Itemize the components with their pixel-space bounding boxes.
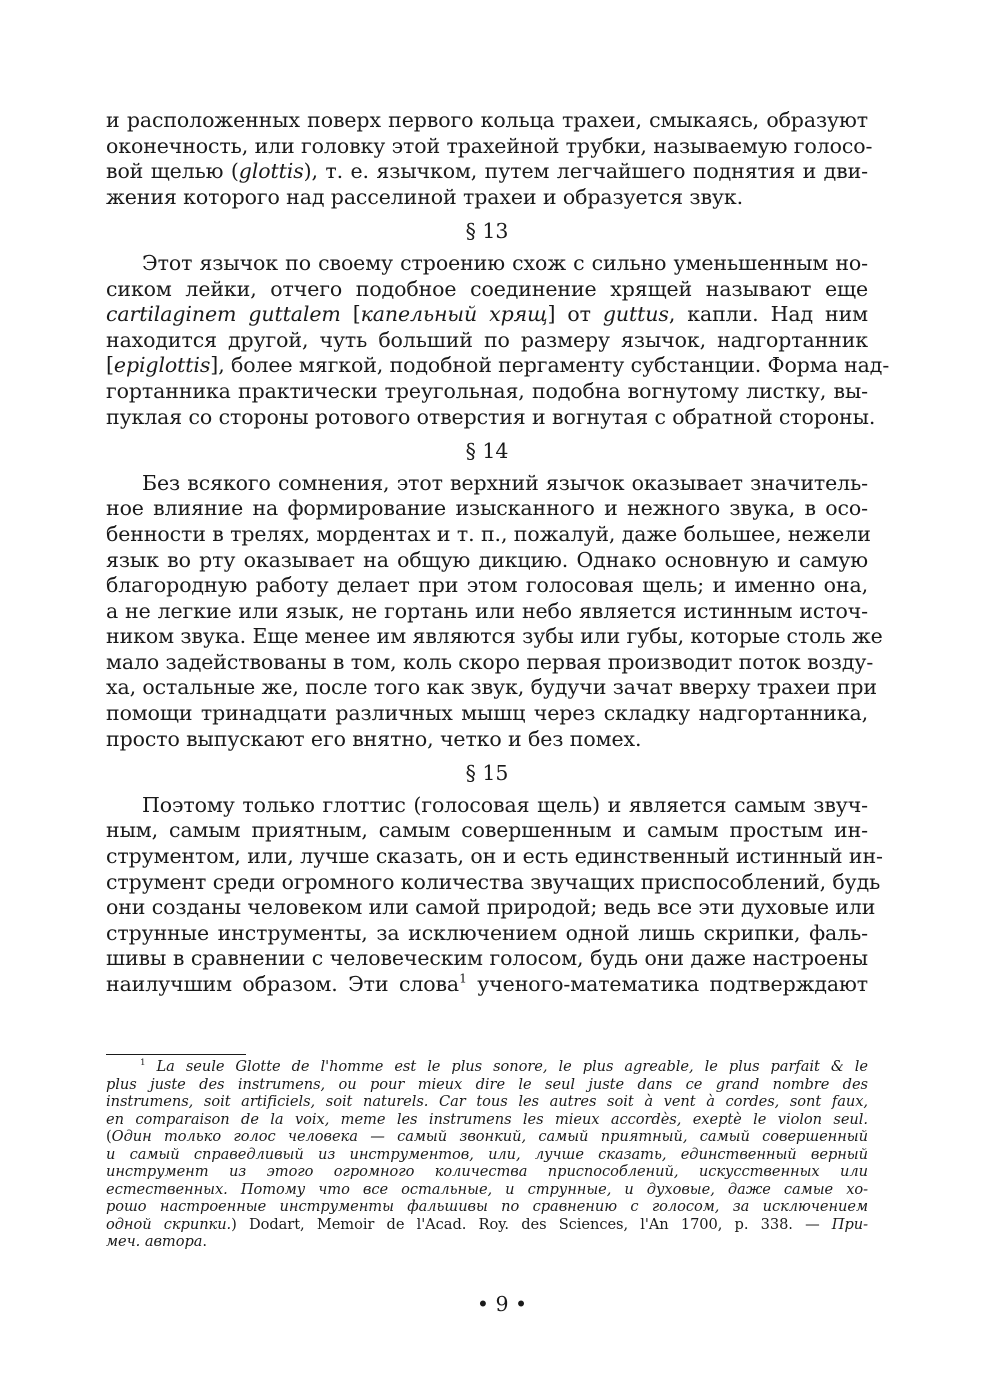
text-line: наилучшим образом. Эти слова$^1$ ученого-математика подтверждают [106,971,868,996]
text-line: благородную работу делает при этом голосовая щель; и именно она, [106,573,868,598]
page-number: • 9 • [476,1292,528,1316]
footnote-line: en comparaison de la voix, meme les instrumens les mieux accordès, exeptè le violon seul. [106,1110,868,1128]
page-body [106,108,890,998]
text-line: бенности в трелях, мордентах и т. п., пожалуй, даже большее, нежели [106,521,871,546]
section-heading-15: § 15 [465,761,509,786]
text-line: они созданы человеком или самой природой; ведь все эти духовые или [106,895,876,920]
text-line: Поэтому только глоттис (голосовая щель) и является самым звуч- [142,792,868,817]
text-line: cartilaginem guttalem [капельный хрящ] от guttus, капли. Над ним [106,302,868,327]
footnote-line: plus juste des instrumens, ou pour mieux dire le seul juste dans ce grand nombre des [106,1075,868,1093]
text-line: струментом, или, лучше сказать, он и есть единственный истинный ин- [106,844,883,869]
text-line: находится другой, чуть больший по размеру язычок, надгортанник [106,327,868,352]
text-line: язык во рту оказывает на общую дикцию. Однако основную и самую [106,547,868,572]
text-line: пуклая со стороны ротового отверстия и вогнутая с обратной стороны. [106,404,876,429]
footnote-line: рошо настроенные инструменты фальшивы по сравнению с голосом, за исключением [106,1198,868,1215]
latin-term: guttus [602,302,669,327]
text-line: жения которого над расселиной трахеи и образуется звук. [106,184,744,209]
text-line: ха, остальные же, после того как звук, будучи зачат вверху трахеи при [106,675,877,700]
section-13-paragraph [106,250,890,430]
text-line: струнные инструменты, за исключением одной лишь скрипки, фаль- [106,920,868,945]
text-line: просто выпускают его внятно, четко и без помех. [106,726,642,751]
text-line: помощи тринадцати различных мышц через складку надгортанника, [106,701,868,726]
section-heading-14: § 14 [465,439,509,464]
footnote-line: инструмент из этого огромного количества приспособлений, искусственных или [106,1163,868,1180]
text-line: оконечность, или головку этой трахейной трубки, называемую голосо- [106,133,873,158]
footnote-line: и самый справедливый из инструментов, или, лучше сказать, единственный верный [106,1145,868,1163]
section-heading-13: § 13 [465,219,509,244]
latin-term: glottis [238,159,304,184]
latin-term: epiglottis [113,353,211,378]
footnote [106,1058,868,1251]
text-line: шивы в сравнении с человеческим голосом, будь они даже настроены [106,946,868,971]
footnote-marker: 1 [140,1057,146,1068]
text-line: Без всякого сомнения, этот верхний язычок оказывает значитель- [142,470,868,495]
footnote-reference[interactable]: 1 [459,971,467,986]
footnote-divider [106,1054,246,1055]
translation-term: капельный хрящ [360,302,548,327]
intro-paragraph [106,108,873,210]
text-line: струмент среди огромного количества звучащих приспособлений, будь [106,869,881,894]
text-line: ное влияние на формирование изысканного и нежного звука, в осо- [106,496,868,521]
text-line: ником звука. Еще менее им являются зубы или губы, которые столь же [106,624,883,649]
footnote-line: $^1$ La seule Glotte de l'homme est le plus sonore, le plus agreable, le plus parfait & le [140,1057,868,1075]
text-line: гортанника практически треугольная, подобна вогнутому листку, вы- [106,378,868,403]
text-line: ным, самым приятным, самым совершенным и самым простым ин- [106,818,868,843]
latin-term: cartilaginem guttalem [106,302,341,327]
text-line: [epiglottis], более мягкой, подобной пергаменту субстанции. Форма над- [106,353,890,378]
footnote-line: (Один только голос человека — самый звонкий, самый приятный, самый совершенный [106,1128,868,1145]
footnote-line: одной скрипки.) Dodart, Memoir de l'Acad. Roy. des Sciences, l'An 1700, p. 338. — При- [106,1215,868,1233]
text-line: Этот язычок по своему строению схож с сильно уменьшенным но- [142,250,868,275]
footnote-line: естественных. Потому что все остальные, и струнные, и духовые, даже самые хо- [106,1180,868,1198]
text-line: и расположенных поверх первого кольца трахеи, смыкаясь, образуют [106,108,868,132]
footnote-line: instrumens, soit artificiels, soit naturels. Car tous les autres soit à vent à cordes, sont faux, [106,1093,868,1110]
text-line: а не легкие или язык, не гортань или небо является истинным источ- [106,598,868,623]
text-line: сиком лейки, отчего подобное соединение хрящей называют еще [106,276,868,301]
section-14-paragraph [106,470,883,753]
footnote-line: меч. автора. [106,1233,207,1250]
text-line: мало задействованы в том, коль скоро первая производит поток возду- [106,649,874,674]
section-15-paragraph [106,792,883,998]
text-line: вой щелью (glottis), т. е. язычком, путем легчайшего поднятия и дви- [106,159,869,184]
